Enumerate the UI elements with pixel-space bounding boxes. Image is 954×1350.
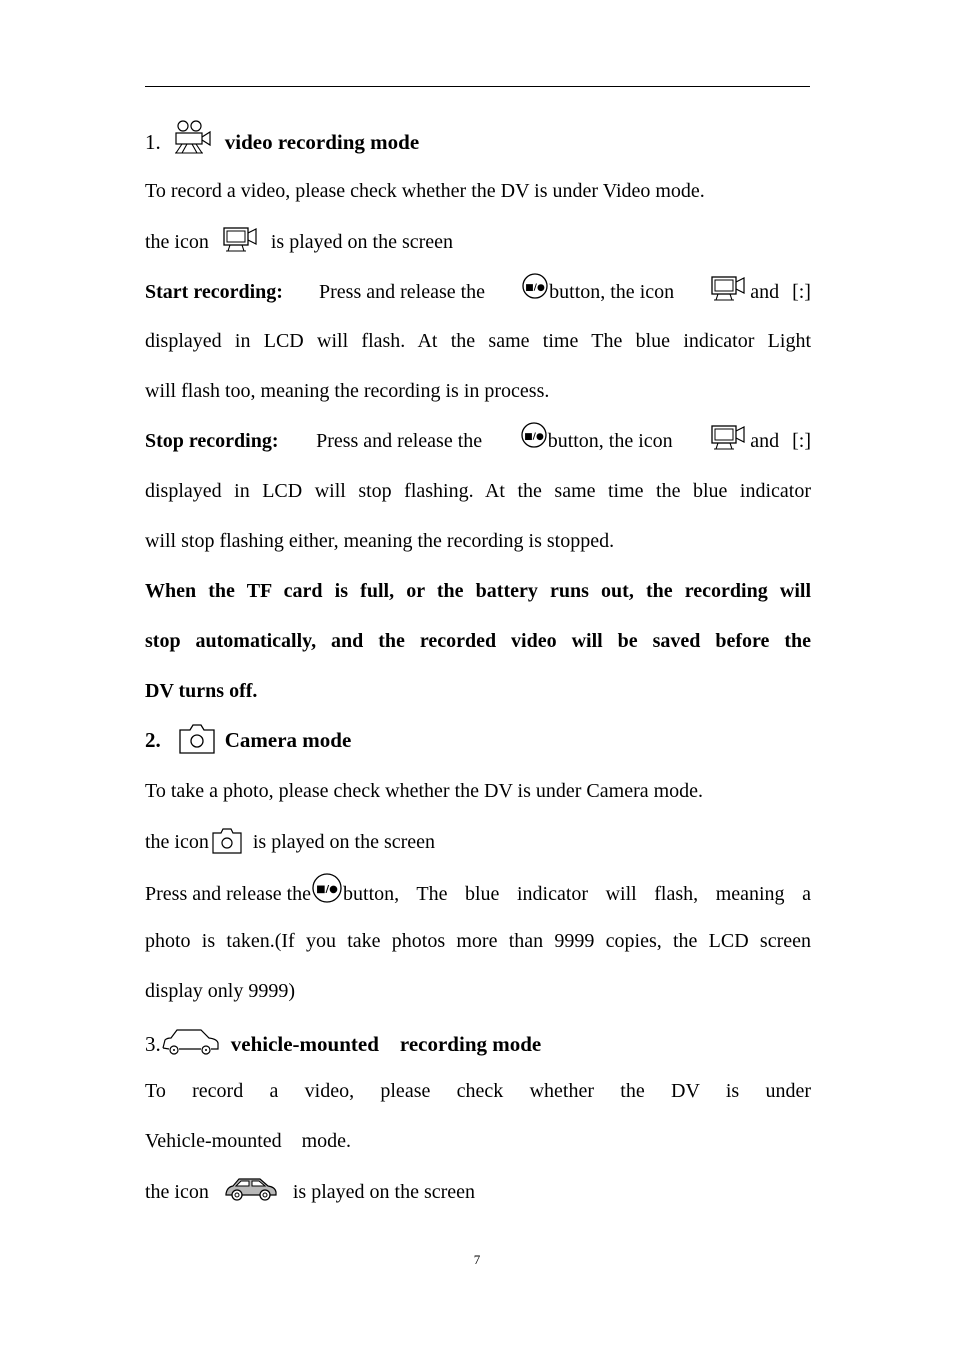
camera-icon — [211, 827, 243, 855]
start-recording-line: Start recording: Press and release the ■/● button, the icon and [:] — [145, 276, 811, 308]
car-outline-icon — [161, 1026, 221, 1058]
shutter-record-button-icon — [521, 272, 549, 300]
camera-icon — [178, 723, 216, 755]
stop-recording-line-2: displayed in LCD will stop flashing. At the same time the blue indicator — [145, 480, 811, 502]
section-3-icon-line: the icon is played on the screen — [145, 1176, 811, 1208]
car-filled-icon — [224, 1176, 278, 1202]
section-3-intro-line-2: Vehicle-mounted mode. — [145, 1130, 352, 1152]
section-1-intro: To record a video, please check whether the DV is under Video mode. — [145, 180, 705, 202]
shutter-record-button-icon — [520, 421, 548, 449]
section-2-heading: 2. Camera mode — [145, 722, 811, 758]
section-1-heading: 1. video recording mode — [145, 122, 811, 162]
stop-recording-line-3: will stop flashing either, meaning the recording is stopped. — [145, 530, 615, 552]
monitor-camera-icon — [710, 274, 746, 302]
section-3-intro-line-1: To record a video, please check whether the DV is under — [145, 1080, 811, 1102]
stop-recording-line: Stop recording: Press and release the ■/● button, the icon and [:] — [145, 425, 811, 457]
section-2-intro: To take a photo, please check whether the DV is under Camera mode. — [145, 780, 704, 802]
section-2-icon-line: the icon is played on the screen — [145, 826, 811, 858]
start-recording-line-3: will flash too, meaning the recording is in process. — [145, 380, 550, 402]
shutter-record-button-icon — [311, 872, 343, 904]
svg-text:■/●: ■/● — [525, 283, 545, 293]
warning-line-1: When the TF card is full, or the battery runs out, the recording will — [145, 580, 811, 602]
section-2-press-line: Press and release the ■/● button, The blue indicator will flash, meaning a — [145, 876, 811, 912]
section-2-line-2: photo is taken.(If you take photos more than 9999 copies, the LCD screen — [145, 930, 811, 952]
monitor-camera-icon — [222, 225, 258, 253]
warning-line-2: stop automatically, and the recorded video will be saved before the — [145, 630, 811, 652]
monitor-camera-icon — [710, 423, 746, 451]
section-2-line-3: display only 9999) — [145, 980, 295, 1002]
page-number: 7 — [473, 1252, 481, 1267]
section-3-heading: 3. vehicle-mounted recording mode — [145, 1024, 811, 1064]
start-recording-line-2: displayed in LCD will flash. At the same time The blue indicator Light — [145, 330, 811, 352]
svg-text:■/●: ■/● — [316, 884, 338, 895]
video-camera-icon — [172, 120, 212, 156]
section-1-icon-line: the icon is played on the screen — [145, 226, 811, 258]
svg-text:■/●: ■/● — [523, 432, 544, 442]
warning-line-3: DV turns off. — [145, 680, 258, 702]
header-rule — [145, 86, 810, 87]
